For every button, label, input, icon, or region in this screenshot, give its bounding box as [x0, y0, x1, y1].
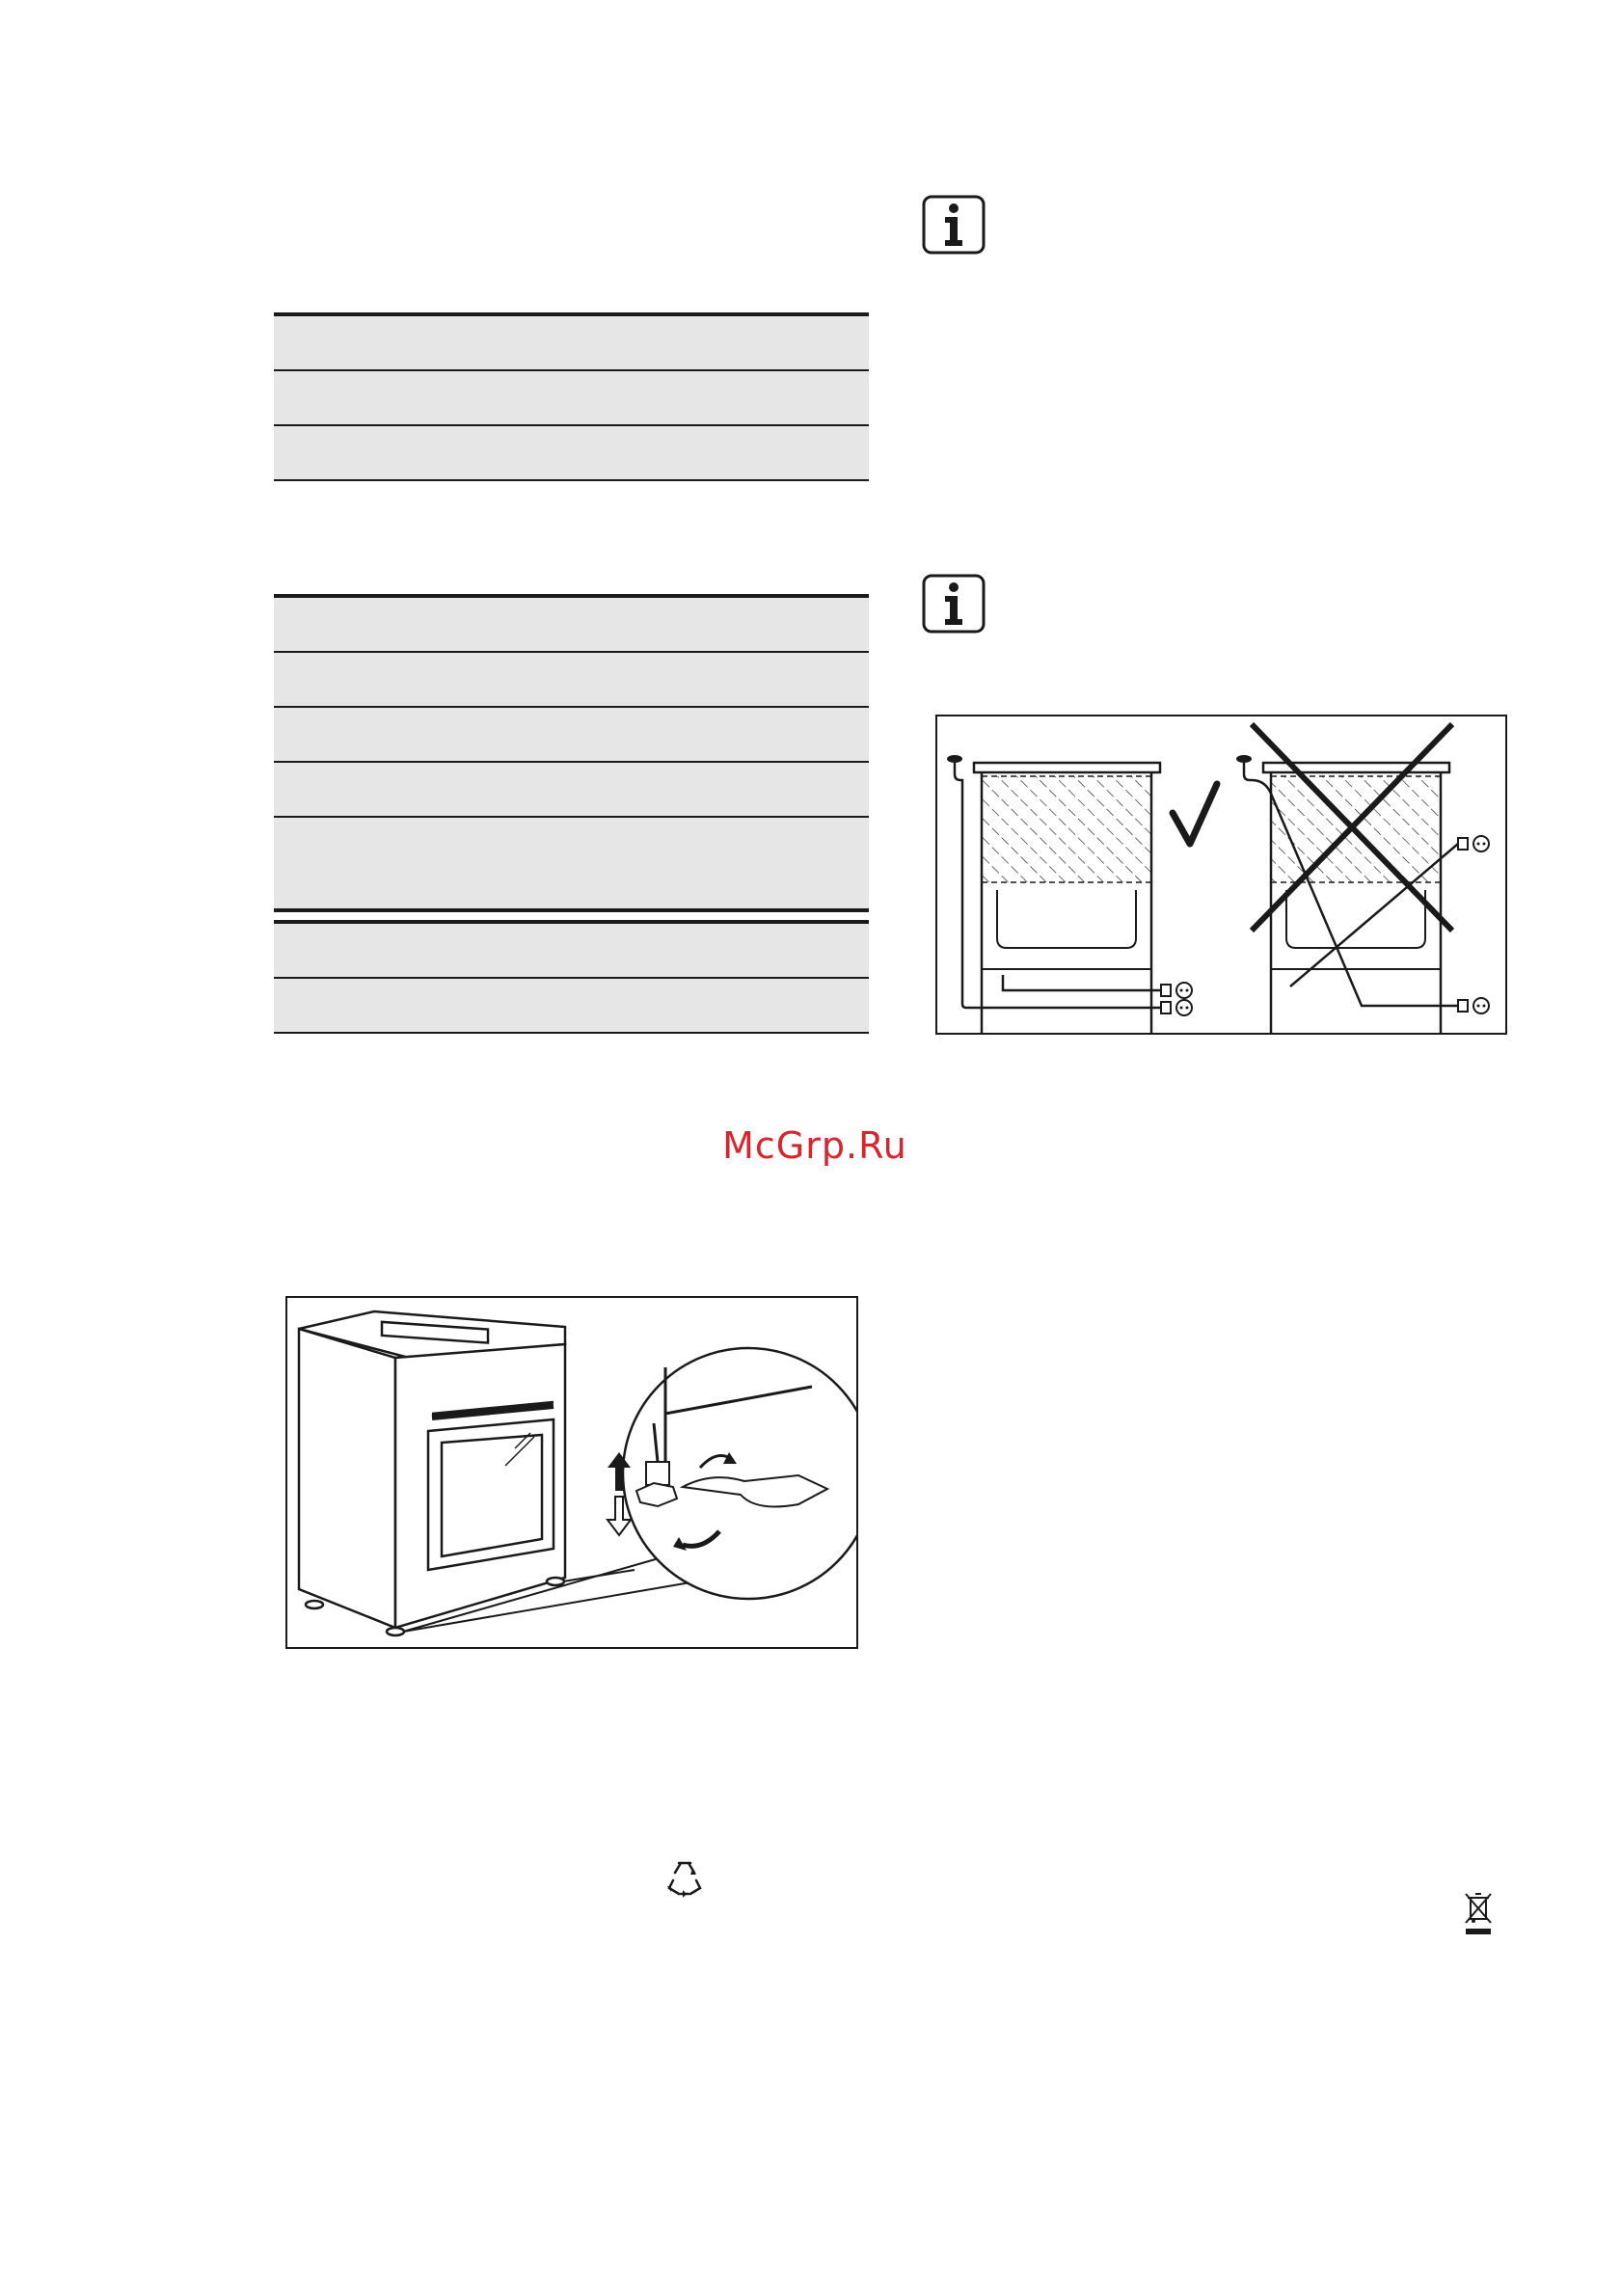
table-row: [274, 763, 869, 818]
table-row: [274, 312, 869, 371]
table-row: [274, 708, 869, 763]
cable-routing-figure: [935, 715, 1507, 1035]
information-icon: [922, 195, 986, 255]
check-mark-icon: [1173, 784, 1217, 844]
recycling-icon: [663, 1857, 706, 1900]
cooker-illustration: [299, 1311, 565, 1635]
table-row: [274, 594, 869, 653]
correct-installation-diagram: [947, 755, 1217, 1033]
table-row: [274, 653, 869, 708]
foot-adjustment-detail: [608, 1348, 856, 1599]
table-row: [274, 426, 869, 481]
table-row: [274, 818, 869, 912]
leveling-feet-figure: [285, 1296, 858, 1649]
dimensions-table: [274, 312, 869, 481]
watermark: McGrp.Ru: [722, 1124, 907, 1167]
table-row: [274, 979, 869, 1034]
incorrect-installation-diagram: [1236, 724, 1489, 1033]
crossed-out-bin-icon: [1462, 1890, 1495, 1936]
table-row: [274, 920, 869, 979]
table-row: [274, 371, 869, 426]
specifications-table: [274, 594, 869, 1034]
information-icon: [922, 574, 986, 634]
